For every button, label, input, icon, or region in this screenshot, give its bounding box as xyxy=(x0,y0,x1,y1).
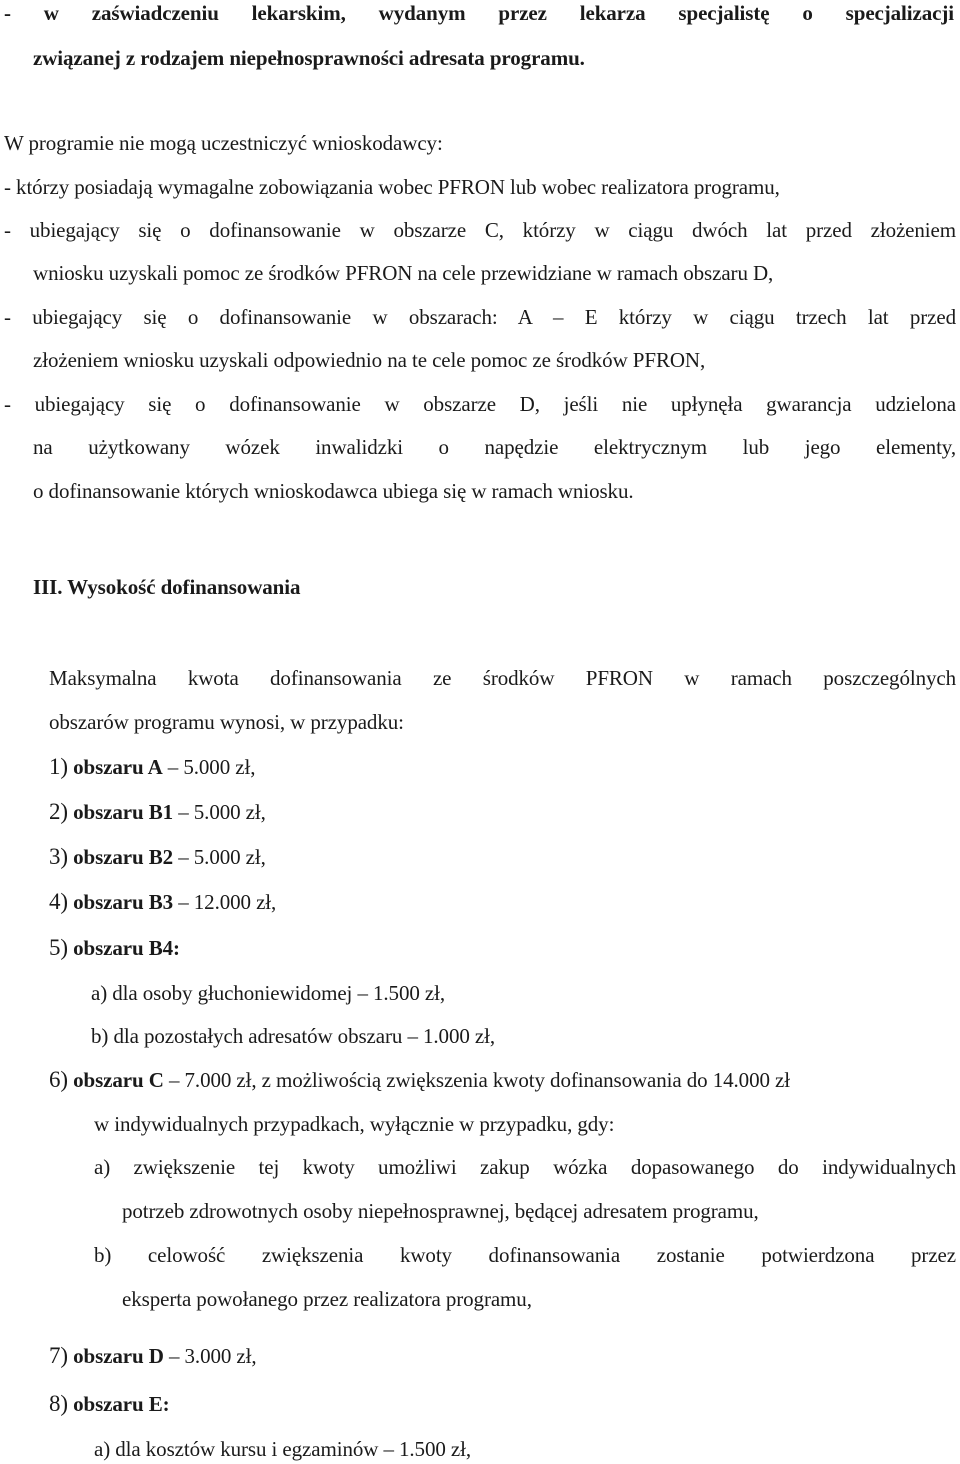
item-value: – 3.000 zł, xyxy=(163,1344,257,1368)
b4-subitem: a) dla osoby głuchoniewidomej – 1.500 zł, xyxy=(91,981,445,1005)
item-label: obszaru E: xyxy=(73,1392,170,1416)
exclusion-line: na użytkowany wózek inwalidzki o napędzie elektrycznym lub jego elementy, xyxy=(33,435,956,459)
item-label: obszaru A xyxy=(73,755,163,779)
exclusions-title: W programie nie mogą uczestniczyć wnioskodawcy: xyxy=(4,131,443,155)
amount-item xyxy=(49,844,266,870)
item-label: obszaru B2 xyxy=(73,845,174,869)
item-label: obszaru C xyxy=(73,1068,164,1092)
item-value: – 5.000 zł, xyxy=(162,755,256,779)
exclusion-line: - ubiegający się o dofinansowanie w obszarze D, jeśli nie upłynęła gwarancja udzielona xyxy=(4,392,956,416)
item-number: 7) xyxy=(49,1343,68,1368)
amount-item xyxy=(49,799,266,825)
item-label: obszaru B4: xyxy=(73,936,180,960)
item6-subitem-b-cont: eksperta powołanego przez realizatora programu, xyxy=(122,1287,532,1311)
item-number: 8) xyxy=(49,1391,68,1416)
amount-item xyxy=(49,754,255,780)
item-number: 1) xyxy=(49,754,68,779)
amount-item xyxy=(49,1067,790,1093)
item6-subitem-a: a) zwiększenie tej kwoty umożliwi zakup wózka dopasowanego do indywidualnych xyxy=(94,1155,956,1179)
e-subitem: a) dla kosztów kursu i egzaminów – 1.500 zł, xyxy=(94,1437,472,1461)
exclusion-line: złożeniem wniosku uzyskali odpowiednio na te cele pomoc ze środków PFRON, xyxy=(33,348,706,372)
item6-subitem-b: b) celowość zwiększenia kwoty dofinansowania zostanie potwierdzona przez xyxy=(94,1243,956,1267)
intro-bullet-line1: - w zaświadczeniu lekarskim, wydanym przez lekarza specjalistę o specjalizacji xyxy=(4,1,954,25)
exclusion-line: - ubiegający się o dofinansowanie w obszarach: A – E którzy w ciągu trzech lat przed xyxy=(4,305,956,329)
item-value: – 7.000 zł, z możliwością zwiększenia kwoty dofinansowania do 14.000 zł xyxy=(163,1068,790,1092)
amount-item xyxy=(49,1343,257,1369)
item6-subitem-a-cont: potrzeb zdrowotnych osoby niepełnosprawnej, będącej adresatem programu, xyxy=(122,1199,759,1223)
item-number: 3) xyxy=(49,844,68,869)
item-number: 5) xyxy=(49,935,68,960)
item-label: obszaru B3 xyxy=(73,890,174,914)
section-intro-line1: Maksymalna kwota dofinansowania ze środków PFRON w ramach poszczególnych xyxy=(49,666,956,690)
item-number: 6) xyxy=(49,1067,68,1092)
section-number: III. xyxy=(33,575,63,599)
item-value: – 12.000 zł, xyxy=(173,890,277,914)
exclusion-line: - ubiegający się o dofinansowanie w obszarze C, którzy w ciągu dwóch lat przed złożeniem xyxy=(4,218,956,242)
intro-bullet-line2: związanej z rodzajem niepełnosprawności adresata programu. xyxy=(33,46,585,70)
item-number: 4) xyxy=(49,889,68,914)
exclusion-line: o dofinansowanie których wnioskodawca ubiega się w ramach wniosku. xyxy=(33,479,634,503)
section-intro-line2: obszarów programu wynosi, w przypadku: xyxy=(49,710,404,734)
item-label: obszaru D xyxy=(73,1344,164,1368)
amount-item xyxy=(49,1391,170,1417)
exclusion-line: wniosku uzyskali pomoc ze środków PFRON na cele przewidziane w ramach obszaru D, xyxy=(33,261,774,285)
item6-continuation: w indywidualnych przypadkach, wyłącznie w przypadku, gdy: xyxy=(94,1112,615,1136)
item-value: – 5.000 zł, xyxy=(173,845,266,869)
amount-item xyxy=(49,889,276,915)
exclusion-line: - którzy posiadają wymagalne zobowiązania wobec PFRON lub wobec realizatora programu, xyxy=(4,175,780,199)
item-number: 2) xyxy=(49,799,68,824)
item-label: obszaru B1 xyxy=(73,800,174,824)
section-heading xyxy=(33,574,300,600)
amount-item xyxy=(49,935,180,961)
b4-subitem: b) dla pozostałych adresatów obszaru – 1.000 zł, xyxy=(91,1024,495,1048)
item-value: – 5.000 zł, xyxy=(173,800,266,824)
section-title: Wysokość dofinansowania xyxy=(67,575,301,599)
